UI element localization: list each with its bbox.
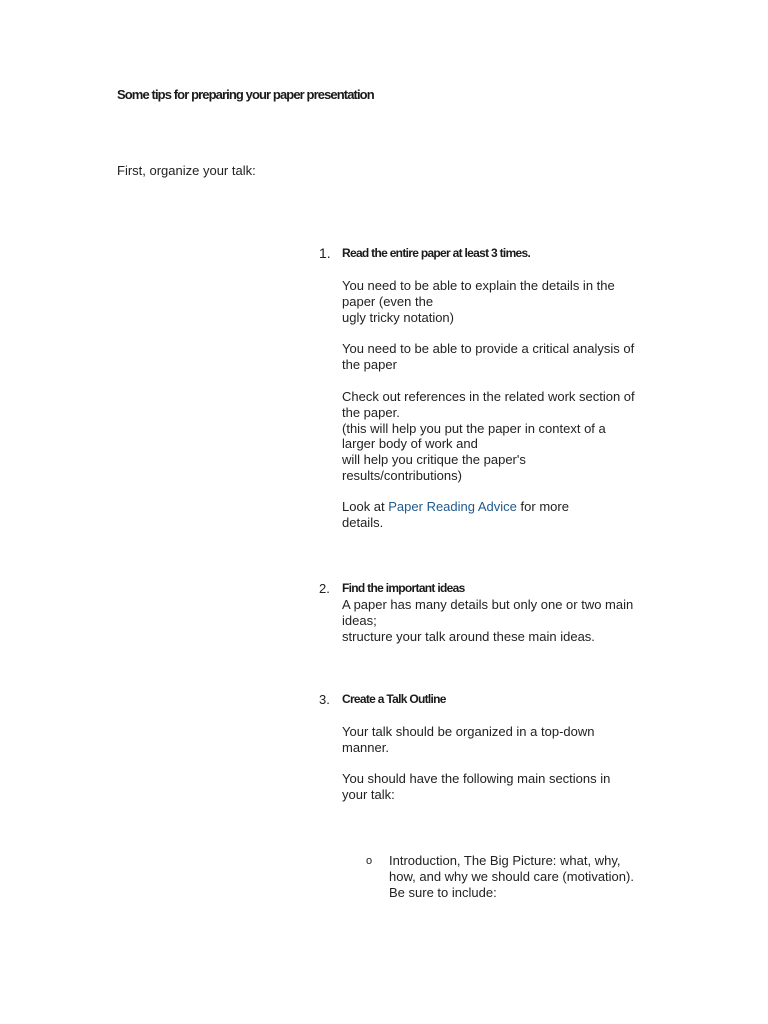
text-line: Be sure to include: (389, 884, 497, 900)
text-line: details. (342, 514, 384, 530)
item-3-paragraph-2 (342, 771, 662, 803)
text-line: Your talk should be organized in a top-down (342, 724, 595, 739)
item-2-paragraph-1 (342, 597, 662, 644)
text-line: A paper has many details but only one or two main (342, 597, 634, 612)
paper-reading-advice-link[interactable]: Paper Reading Advice (388, 499, 517, 514)
item-1-paragraph-3 (342, 389, 662, 484)
item-1-paragraph-2 (342, 341, 662, 373)
item-3-sub-item (389, 853, 659, 900)
text-line: Check out references in the related work section of (342, 389, 635, 404)
item-3-number: 3. (319, 692, 330, 707)
text-line: results/contributions) (342, 467, 462, 483)
item-3-heading: Create a Talk Outline (342, 692, 446, 706)
text-line: You need to be able to explain the details in the (342, 278, 615, 293)
look-suffix: for more (516, 499, 569, 514)
text-line: paper (even the (342, 293, 434, 309)
text-line: your talk: (342, 786, 395, 802)
item-1-number: 1. (319, 245, 331, 261)
item-2-number: 2. (319, 581, 330, 596)
text-line: You need to be able to provide a critical analysis of (342, 341, 635, 356)
text-line: ugly tricky notation) (342, 309, 454, 325)
item-1-look-at (342, 499, 662, 531)
text-line: structure your talk around these main ideas. (342, 628, 595, 644)
intro-text: First, organize your talk: (117, 163, 256, 178)
bullet-icon: o (366, 855, 373, 867)
text-line: You should have the following main sections in (342, 771, 611, 786)
text-line (342, 499, 662, 515)
text-line: larger body of work and (342, 436, 478, 452)
text-line: (this will help you put the paper in context of a (342, 420, 606, 436)
text-line: Introduction, The Big Picture: what, why, (389, 853, 621, 868)
item-2-heading: Find the important ideas (342, 581, 465, 595)
text-line: the paper. (342, 404, 400, 420)
look-prefix: Look at (342, 499, 389, 514)
page-title: Some tips for preparing your paper presentation (117, 87, 374, 102)
text-line: the paper (342, 356, 397, 372)
text-line: manner. (342, 739, 389, 755)
item-1-heading: Read the entire paper at least 3 times. (342, 246, 531, 260)
text-line: will help you critique the paper's (342, 452, 526, 468)
text-line: how, and why we should care (motivation). (389, 868, 634, 884)
item-3-paragraph-1 (342, 724, 662, 756)
item-1-paragraph-1 (342, 278, 662, 325)
text-line: ideas; (342, 612, 377, 628)
